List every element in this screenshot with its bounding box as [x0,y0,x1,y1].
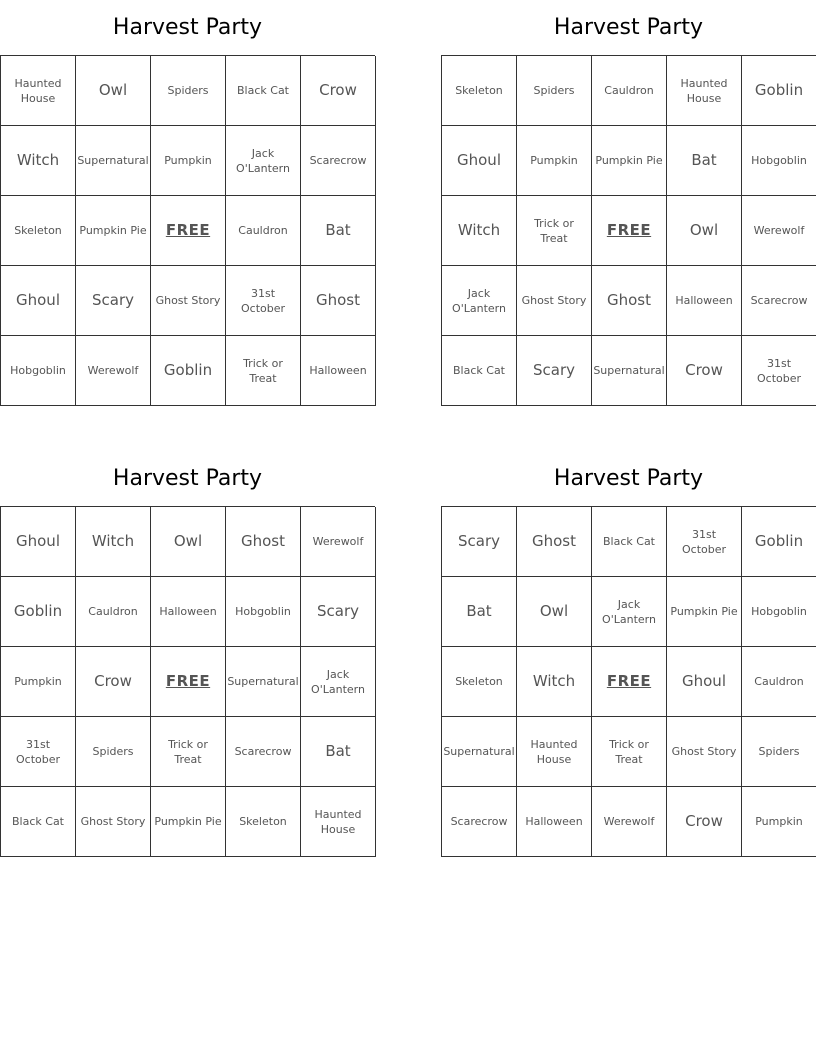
bingo-cell[interactable]: Black Cat [442,336,517,406]
bingo-cell[interactable]: Witch [517,647,592,717]
bingo-cell[interactable]: Witch [76,507,151,577]
bingo-cell[interactable]: Trick or Treat [151,717,226,787]
bingo-cell[interactable]: Cauldron [592,56,667,126]
bingo-cell[interactable]: Black Cat [1,787,76,857]
bingo-cell[interactable]: Werewolf [592,787,667,857]
bingo-cell[interactable]: Pumpkin [742,787,816,857]
bingo-cell[interactable]: Supernatural [592,336,667,406]
bingo-cell[interactable]: Pumpkin Pie [592,126,667,196]
bingo-cell[interactable]: Scarecrow [742,266,816,336]
bingo-cell[interactable]: Werewolf [301,507,376,577]
bingo-cell[interactable]: Ghost Story [76,787,151,857]
bingo-cell[interactable]: Ghost [592,266,667,336]
bingo-cell[interactable]: Supernatural [442,717,517,787]
bingo-cell[interactable]: Witch [1,126,76,196]
bingo-card-4 [441,451,816,857]
bingo-cell[interactable]: Hobgoblin [742,577,816,647]
bingo-cell[interactable]: Pumpkin [1,647,76,717]
bingo-cell[interactable]: Bat [667,126,742,196]
bingo-cell[interactable]: Jack O'Lantern [592,577,667,647]
bingo-cell[interactable]: 31st October [226,266,301,336]
bingo-cell[interactable]: Halloween [517,787,592,857]
bingo-cell[interactable]: Black Cat [226,56,301,126]
free-space-cell[interactable]: FREE [592,196,667,266]
free-space-cell[interactable]: FREE [151,647,226,717]
bingo-cell[interactable]: Spiders [76,717,151,787]
bingo-cell[interactable]: Supernatural [226,647,301,717]
bingo-cell[interactable]: 31st October [1,717,76,787]
bingo-card-1 [0,0,375,406]
bingo-cell[interactable]: Ghost [226,507,301,577]
bingo-cell[interactable]: Owl [151,507,226,577]
bingo-grid [0,506,375,857]
bingo-cell[interactable]: Crow [301,56,376,126]
bingo-cell[interactable]: Goblin [742,56,816,126]
bingo-cell[interactable]: Bat [301,196,376,266]
bingo-cell[interactable]: Spiders [517,56,592,126]
bingo-cell[interactable]: Hobgoblin [742,126,816,196]
card-title: Harvest Party [112,466,263,491]
bingo-grid [441,506,816,857]
bingo-cell[interactable]: Jack O'Lantern [442,266,517,336]
bingo-cell[interactable]: Haunted House [517,717,592,787]
bingo-cell[interactable]: Owl [517,577,592,647]
bingo-cell[interactable]: Scary [301,577,376,647]
bingo-cell[interactable]: 31st October [667,507,742,577]
bingo-cell[interactable]: Haunted House [667,56,742,126]
bingo-cell[interactable]: Scarecrow [301,126,376,196]
card-title: Harvest Party [553,15,704,40]
bingo-cell[interactable]: Trick or Treat [226,336,301,406]
bingo-grid [441,55,816,406]
bingo-cell[interactable]: Halloween [301,336,376,406]
bingo-cell[interactable]: 31st October [742,336,816,406]
bingo-cell[interactable]: Hobgoblin [1,336,76,406]
bingo-cell[interactable]: Skeleton [442,647,517,717]
bingo-cell[interactable]: Goblin [1,577,76,647]
bingo-cell[interactable]: Pumpkin [151,126,226,196]
bingo-cell[interactable]: Cauldron [76,577,151,647]
bingo-cell[interactable]: Cauldron [742,647,816,717]
bingo-grid [0,55,375,406]
card-title: Harvest Party [112,15,263,40]
bingo-cell[interactable]: Ghoul [1,507,76,577]
bingo-cell[interactable]: Trick or Treat [592,717,667,787]
bingo-cell[interactable]: Trick or Treat [517,196,592,266]
bingo-cell[interactable]: Hobgoblin [226,577,301,647]
bingo-cell[interactable]: Skeleton [1,196,76,266]
bingo-cell[interactable]: Ghost Story [667,717,742,787]
bingo-cell[interactable]: Owl [76,56,151,126]
bingo-cell[interactable]: Ghoul [1,266,76,336]
bingo-cell[interactable]: Witch [442,196,517,266]
bingo-cell[interactable]: Scary [76,266,151,336]
bingo-cell[interactable]: Goblin [151,336,226,406]
bingo-cell[interactable]: Black Cat [592,507,667,577]
bingo-cell[interactable]: Supernatural [76,126,151,196]
bingo-cell[interactable]: Ghoul [667,647,742,717]
bingo-cell[interactable]: Pumpkin [517,126,592,196]
bingo-cell[interactable]: Spiders [151,56,226,126]
bingo-cell[interactable]: Pumpkin Pie [76,196,151,266]
bingo-cell[interactable]: Haunted House [301,787,376,857]
free-space-cell[interactable]: FREE [592,647,667,717]
bingo-cell[interactable]: Jack O'Lantern [301,647,376,717]
bingo-cell[interactable]: Werewolf [742,196,816,266]
bingo-cell[interactable]: Bat [301,717,376,787]
bingo-cell[interactable]: Crow [76,647,151,717]
bingo-cell[interactable]: Ghost Story [517,266,592,336]
bingo-cell[interactable]: Crow [667,787,742,857]
bingo-card-3 [0,451,375,857]
bingo-cell[interactable]: Haunted House [1,56,76,126]
bingo-cell[interactable]: Pumpkin Pie [151,787,226,857]
free-space-cell[interactable]: FREE [151,196,226,266]
bingo-cell[interactable]: Werewolf [76,336,151,406]
bingo-cell[interactable]: Skeleton [226,787,301,857]
bingo-cell[interactable]: Scarecrow [226,717,301,787]
card-title: Harvest Party [553,466,704,491]
bingo-cell[interactable]: Bat [442,577,517,647]
bingo-cell[interactable]: Spiders [742,717,816,787]
bingo-cell[interactable]: Crow [667,336,742,406]
bingo-cell[interactable]: Ghoul [442,126,517,196]
bingo-cell[interactable]: Ghost [517,507,592,577]
bingo-card-2 [441,0,816,406]
bingo-cell[interactable]: Scary [517,336,592,406]
bingo-cell[interactable]: Goblin [742,507,816,577]
bingo-cell[interactable]: Cauldron [226,196,301,266]
bingo-cell[interactable]: Owl [667,196,742,266]
bingo-cell[interactable]: Pumpkin Pie [667,577,742,647]
bingo-cell[interactable]: Ghost Story [151,266,226,336]
bingo-cell[interactable]: Halloween [667,266,742,336]
bingo-cell[interactable]: Scarecrow [442,787,517,857]
bingo-cell[interactable]: Ghost [301,266,376,336]
bingo-cell[interactable]: Scary [442,507,517,577]
bingo-cell[interactable]: Skeleton [442,56,517,126]
bingo-cell[interactable]: Halloween [151,577,226,647]
bingo-cell[interactable]: Jack O'Lantern [226,126,301,196]
